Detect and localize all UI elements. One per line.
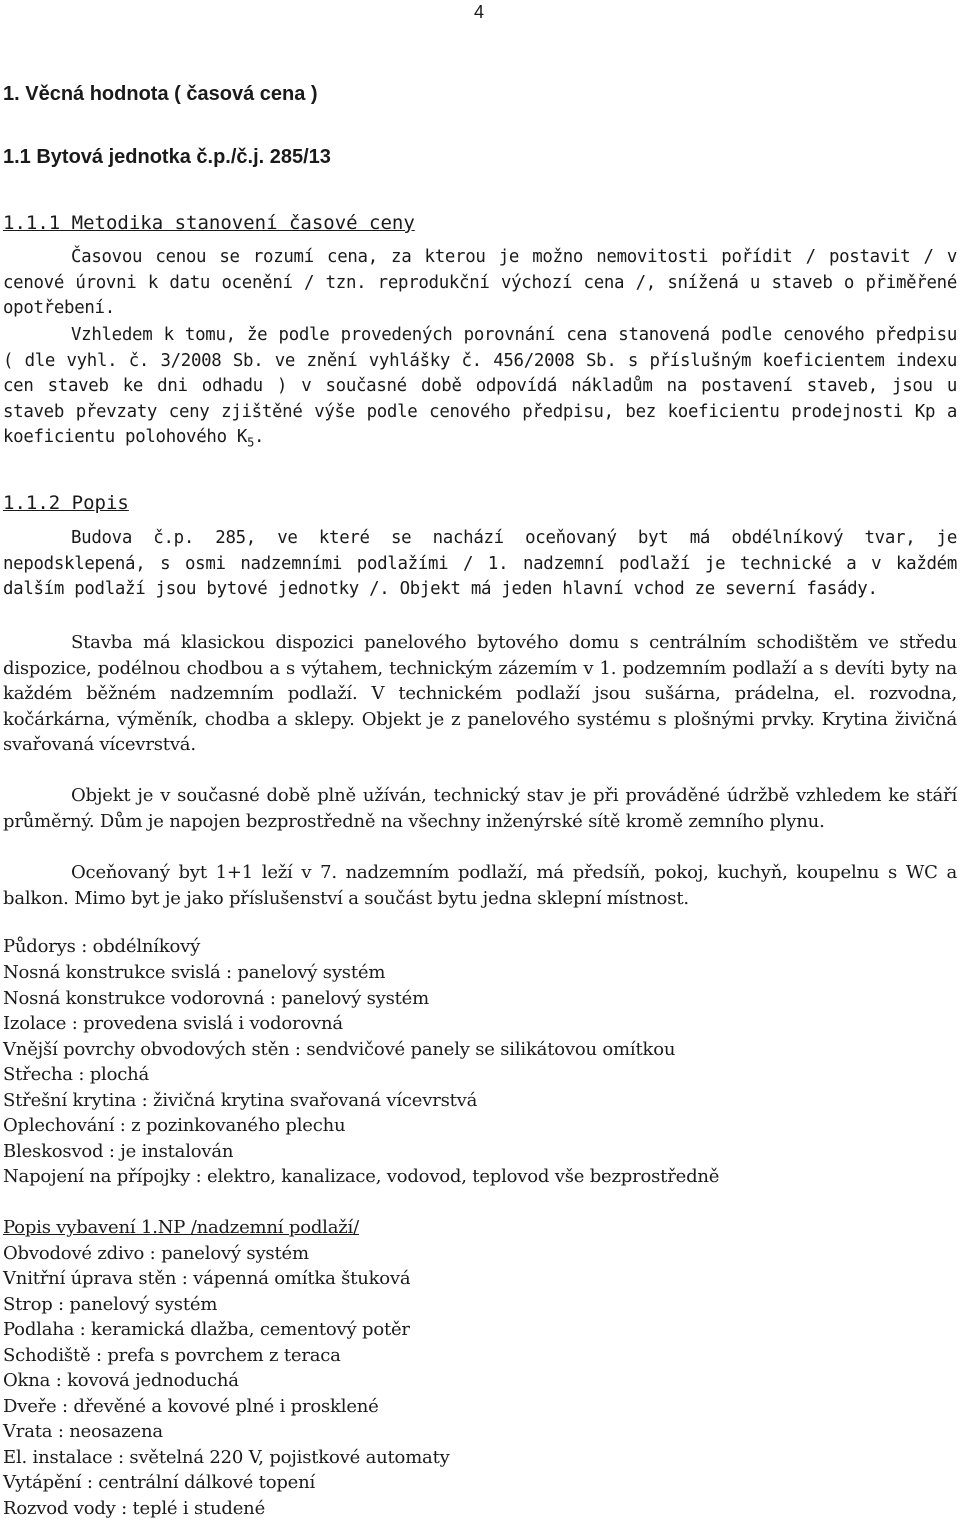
equip-vnitrni-uprava: Vnitřní úprava stěn : vápenná omítka štuková (3, 1268, 411, 1289)
popis-text-3: Objekt je v současné době plně užíván, technický stav je při prováděné údržbě vzhledem ke stáří průměrný. Dům je napojen bezprostředně na všechny inženýrské sítě kromě zemního plynu. (3, 785, 957, 832)
equip-okna: Okna : kovová jednoduchá (3, 1370, 239, 1391)
equip-dvere: Dveře : dřevěné a kovové plné i prosklené (3, 1396, 379, 1417)
popis-text-4: Oceňovaný byt 1+1 leží v 7. nadzemním podlaží, má předsíň, pokoj, kuchyň, koupelnu s WC a balkon. Mimo byt je jako příslušenství a součást bytu jedna sklepní místnost. (3, 862, 957, 909)
metodika-subscript: 5 (247, 435, 255, 450)
spec-bleskosvod: Bleskosvod : je instalován (3, 1141, 234, 1162)
popis-paragraph-3 (3, 783, 957, 834)
equip-schodiste: Schodiště : prefa s povrchem z teraca (3, 1345, 341, 1366)
spec-oplechovani: Oplechování : z pozinkovaného plechu (3, 1115, 346, 1136)
page-number: 4 (474, 2, 485, 22)
metodika-text-2-end: . (254, 427, 265, 447)
popis-paragraph-2 (3, 630, 957, 758)
metodika-text-2-body: Vzhledem k tomu, že podle provedených porovnání cena stanovená podle cenového předpisu ( dle vyhl. č. 3/2008 Sb. ve znění vyhlášky č. 456/2008 Sb. s příslušným koeficientem indexu cen staveb ke dni odhadu ) v současné době odpovídá nákladům na postavení staveb, jsou u staveb převzaty ceny zjištěné výše podle cenového předpisu, bez koeficientu prodejnosti Kp a koeficientu polohového K (3, 325, 957, 447)
popis-paragraph-1 (3, 526, 957, 603)
equip-obvodove-zdivo: Obvodové zdivo : panelový systém (3, 1243, 309, 1264)
metodika-text-2 (3, 323, 957, 456)
spec-nosna-svisla: Nosná konstrukce svislá : panelový systém (3, 962, 386, 983)
equip-strop: Strop : panelový systém (3, 1294, 218, 1315)
heading-bytova-jednotka: 1.1 Bytová jednotka č.p./č.j. 285/13 (3, 146, 331, 168)
equip-vytapeni: Vytápění : centrální dálkové topení (3, 1472, 316, 1493)
equip-podlaha: Podlaha : keramická dlažba, cementový potěr (3, 1319, 410, 1340)
spec-stresni-krytina: Střešní krytina : živičná krytina svařovaná vícevrstvá (3, 1090, 478, 1111)
equip-el-instalace: El. instalace : světelná 220 V, pojistkové automaty (3, 1447, 450, 1468)
spec-strecha: Střecha : plochá (3, 1064, 150, 1085)
equip-rozvod-vody: Rozvod vody : teplé i studené (3, 1498, 266, 1519)
equipment-title: Popis vybavení 1.NP /nadzemní podlaží/ (3, 1217, 359, 1238)
spec-vnejsi-povrchy: Vnější povrchy obvodových stěn : sendvičové panely se silikátovou omítkou (3, 1039, 676, 1060)
spec-pudorys: Půdorys : obdélníkový (3, 936, 201, 957)
metodika-text-1: Časovou cenou se rozumí cena, za kterou je možno nemovitosti pořídit / postavit / v cenové úrovni k datu ocenění / tzn. reprodukční výchozí cena /, snížená u staveb o přiměřené opotřebení. (3, 247, 957, 318)
spec-napojeni: Napojení na přípojky : elektro, kanalizace, vodovod, teplovod vše bezprostředně (3, 1166, 720, 1187)
metodika-paragraph-1 (3, 245, 957, 322)
spec-nosna-vodorovna: Nosná konstrukce vodorovná : panelový systém (3, 988, 429, 1009)
popis-text-1: Budova č.p. 285, ve které se nachází oceňovaný byt má obdélníkový tvar, je nepodsklepená, s osmi nadzemními podlažími / 1. nadzemní podlaží je technické a v každém dalším podlaží jsou bytové jednotky /. Objekt má jeden hlavní vchod ze severní fasády. (3, 528, 957, 599)
equip-vrata: Vrata : neosazena (3, 1421, 163, 1442)
section-title-popis: 1.1.2 Popis (3, 492, 129, 514)
popis-paragraph-4 (3, 860, 957, 911)
metodika-paragraph-2 (3, 323, 957, 456)
section-title-metodika: 1.1.1 Metodika stanovení časové ceny (3, 212, 415, 234)
heading-vecna-hodnota: 1. Věcná hodnota ( časová cena ) (3, 83, 318, 105)
popis-text-2: Stavba má klasickou dispozici panelového bytového domu s centrálním schodištěm ve středu dispozice, podélnou chodbou a s výtahem, technickým zázemím v 1. podzemním podlaží a s devíti byty na každém běžném nadzemním podlaží. V technickém podlaží jsou sušárna, prádelna, el. rozvodna, kočárkárna, výměník, chodba a sklepy. Objekt je z panelového systému s plošnými prvky. Krytina živičná svařovaná vícevrstvá. (3, 632, 957, 755)
spec-izolace: Izolace : provedena svislá i vodorovná (3, 1013, 343, 1034)
